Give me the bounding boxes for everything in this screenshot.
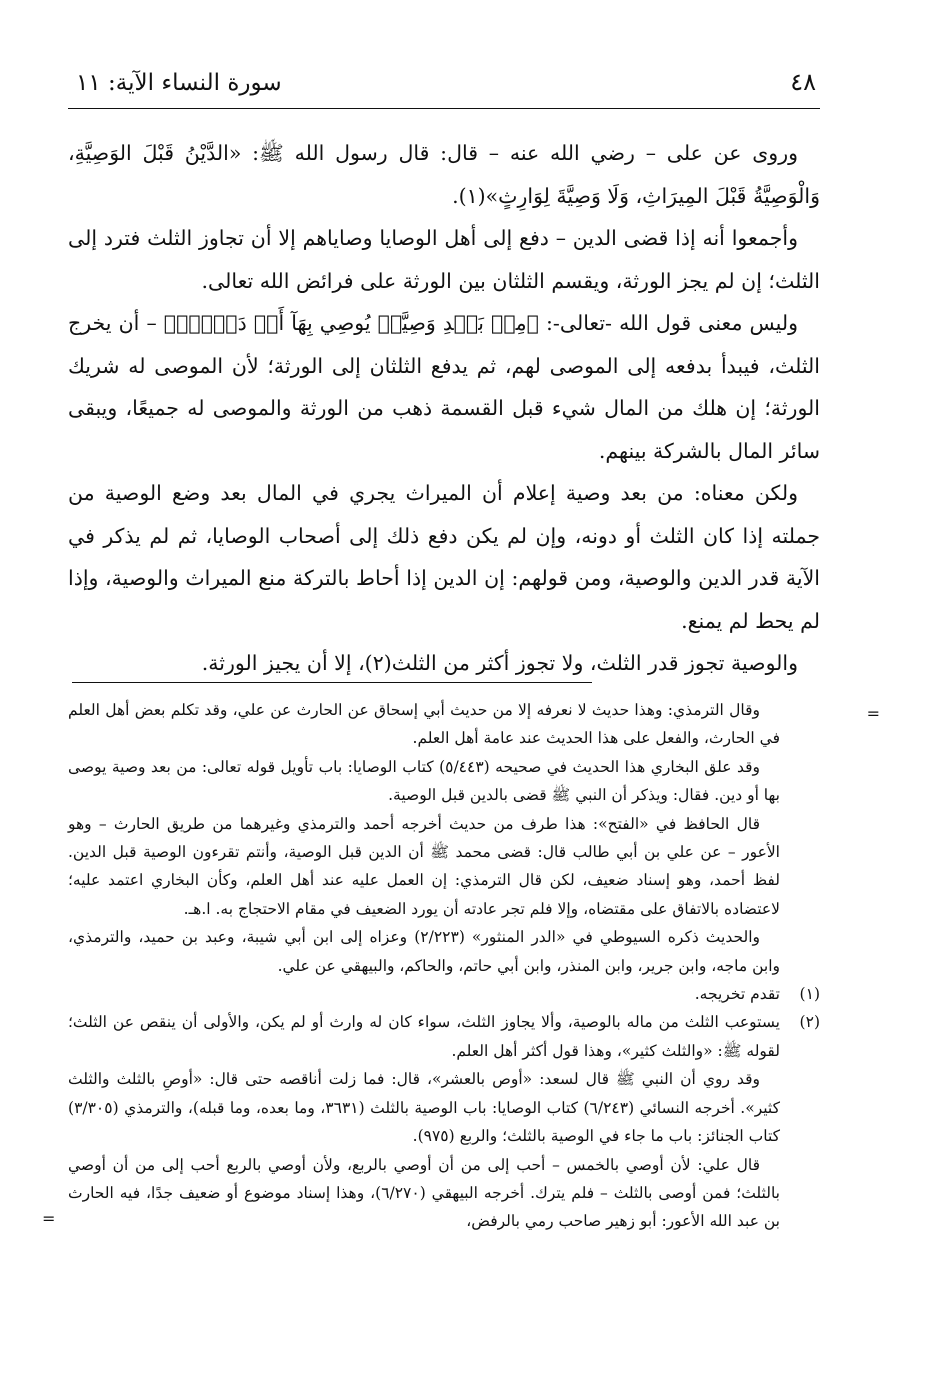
header-rule [68, 108, 820, 109]
main-paragraph: وروى عن على – رضي الله عنه – قال: قال رسول الله ﷺ: «الدَّيْنُ قَبْلَ الوَصِيَّةِ، وَالْوَصِيَّةُ قَبْلَ المِيرَاثِ، وَلَا وَصِيَّةَ لِوَارِثٍ»(١). [68, 141, 820, 208]
footnote-paragraph [68, 1065, 820, 1150]
footnote-paragraph [42, 1151, 820, 1236]
footnote-text: وقد علق البخاري هذا الحديث في صحيحه (٥/٤٤٣) كتاب الوصايا: باب تأويل قوله تعالى: من بعد وصية يوصى بها أو دين. فقال: ويذكر أن النبي ﷺ قضى بالدين قبل الوصية. [68, 757, 780, 805]
footnote-marker: (١) [799, 985, 820, 1004]
main-paragraph: ولكن معناه: من بعد وصية إعلام أن الميراث يجري في المال بعد وضع الوصية من جملته إذا كان الثلث أو دونه، وإن لم يكن دفع ذلك إلى أصحاب الوصايا، ثم لم يذكر في الآية قدر الدين والوصية، ومن قولهم: إن الدين إذا أحاط بالتركة منع الميراث والوصية، وإذا لم يحط لم يمنع. [68, 481, 820, 633]
footnote-paragraph [68, 810, 820, 924]
running-title: سورة النساء الآية: ١١ [76, 70, 282, 96]
footnote-text: والحديث ذكره السيوطي في «الدر المنثور» (٢/٢٢٣) وعزاه إلى ابن أبي شيبة، وعبد بن حميد، والترمذي، وابن ماجه، وابن جرير، وابن المنذر، وابن أبي حاتم، والحاكم، والبيهقي عن علي. [68, 928, 780, 975]
footnote-paragraph [68, 696, 820, 753]
footnote-marker: (٢) [799, 1013, 820, 1032]
footnote-2 [68, 1008, 820, 1065]
footnote-text: تقدم تخريجه. [694, 985, 780, 1004]
footnote-continuation-mark: = [866, 704, 880, 723]
book-page [42, 64, 880, 1364]
main-paragraph: وأجمعوا أنه إذا قضى الدين – دفع إلى أهل الوصايا وصاياهم إلا أن تجاوز الثلث فترد إلى الثلث؛ إن لم يجز الورثة، ويقسم الثلثان بين الورثة على فرائض الله تعالى. [68, 226, 820, 293]
footnote-text: وقد روي أن النبي ﷺ قال لسعد: «أوص بالعشر»، قال: فما زلت أناقصه حتى قال: «أوصِ بالثلث والثلث كثير». أخرجه النسائي (٦/٢٤٣) كتاب الوصايا: باب الوصية بالثلث (٣٦٣١، وما بعده، وما قبله)، والترمذي (٣/٣٠٥) كتاب الجنائز: باب ما جاء في الوصية بالثلث؛ والربع (٩٧٥). [68, 1070, 780, 1146]
footnote-text: يستوعب الثلث من ماله بالوصية، وألا يجاوز الثلث، سواء كان له وارث أو لم يكن، والأولى أن ينقص عن الثلث؛ لقوله ﷺ: «والثلث كثير»، وهذا قول أكثر أهل العلم. [68, 1013, 780, 1060]
page-header [68, 64, 820, 106]
footnotes [42, 696, 880, 1236]
footnote-text: قال علي: لأن أوصي بالخمس – أحب إلى من أن أوصي بالربع، ولأن أوصي بالربع أحب إلى من أن أوصي بالثلث؛ فمن أوصى بالثلث – فلم يترك. أخرجه البيهقي (٦/٢٧٠)، وهذا إسناد موضوع أو ضعيف جدًا، فيه الحارث بن عبد الله الأعور: أبو زهير صاحب رمي بالرفض، [68, 1155, 780, 1231]
footnote-text: وقال الترمذي: وهذا حديث لا نعرفه إلا من حديث أبي إسحاق عن الحارث عن علي، وقد تكلم بعض أهل العلم في الحارث، والفعل على هذا الحديث عند عامة أهل العلم. [68, 701, 780, 748]
main-text [68, 132, 820, 685]
footnote-paragraph [68, 923, 820, 980]
footnote-paragraph [68, 753, 820, 810]
footnote-1 [68, 980, 820, 1008]
footnote-text: قال الحافظ في «الفتح»: هذا طرف من حديث أخرجه أحمد والترمذي وغيرهما من طريق الحارث – وهو الأعور – عن علي بن أبي طالب قال: قضى محمد ﷺ أن الدين قبل الوصية، وأنتم تقرءون الوصية قبل الدين. لفظ أحمد، وهو إسناد ضعيف، لكن قال الترمذي: إن العمل عليه عند أهل العلم، وكأن البخاري اعتمد عليه؛ لاعتضاده بالاتفاق على مقتضاه، وإلا فلم تجر عادته أن يورد الضعيف في مقام الاحتجاج به. ا.هـ. [68, 814, 780, 918]
page-number: ٤٨ [790, 68, 816, 96]
footnote-continues-mark: = [42, 1209, 56, 1229]
footnote-rule [72, 682, 592, 683]
main-paragraph: والوصية تجوز قدر الثلث، ولا تجوز أكثر من الثلث(٢)، إلا أن يجيز الورثة. [201, 651, 798, 675]
main-paragraph: وليس معنى قول الله -تعالى-: ﴿مِنۢ بَعۡدِ وَصِيَّةٖ يُوصِي بِهَآ أَوۡ دَيۡنٍۗ﴾ – أن يخرج الثلث، فيبدأ بدفعه إلى الموصى لهم، ثم يدفع الثلثان إلى الورثة؛ لأن الموصى له شريك الورثة؛ إن هلك من المال شيء قبل القسمة ذهب من الورثة والموصى له جميعًا، ويبقى سائر المال بالشركة بينهم. [68, 311, 820, 463]
